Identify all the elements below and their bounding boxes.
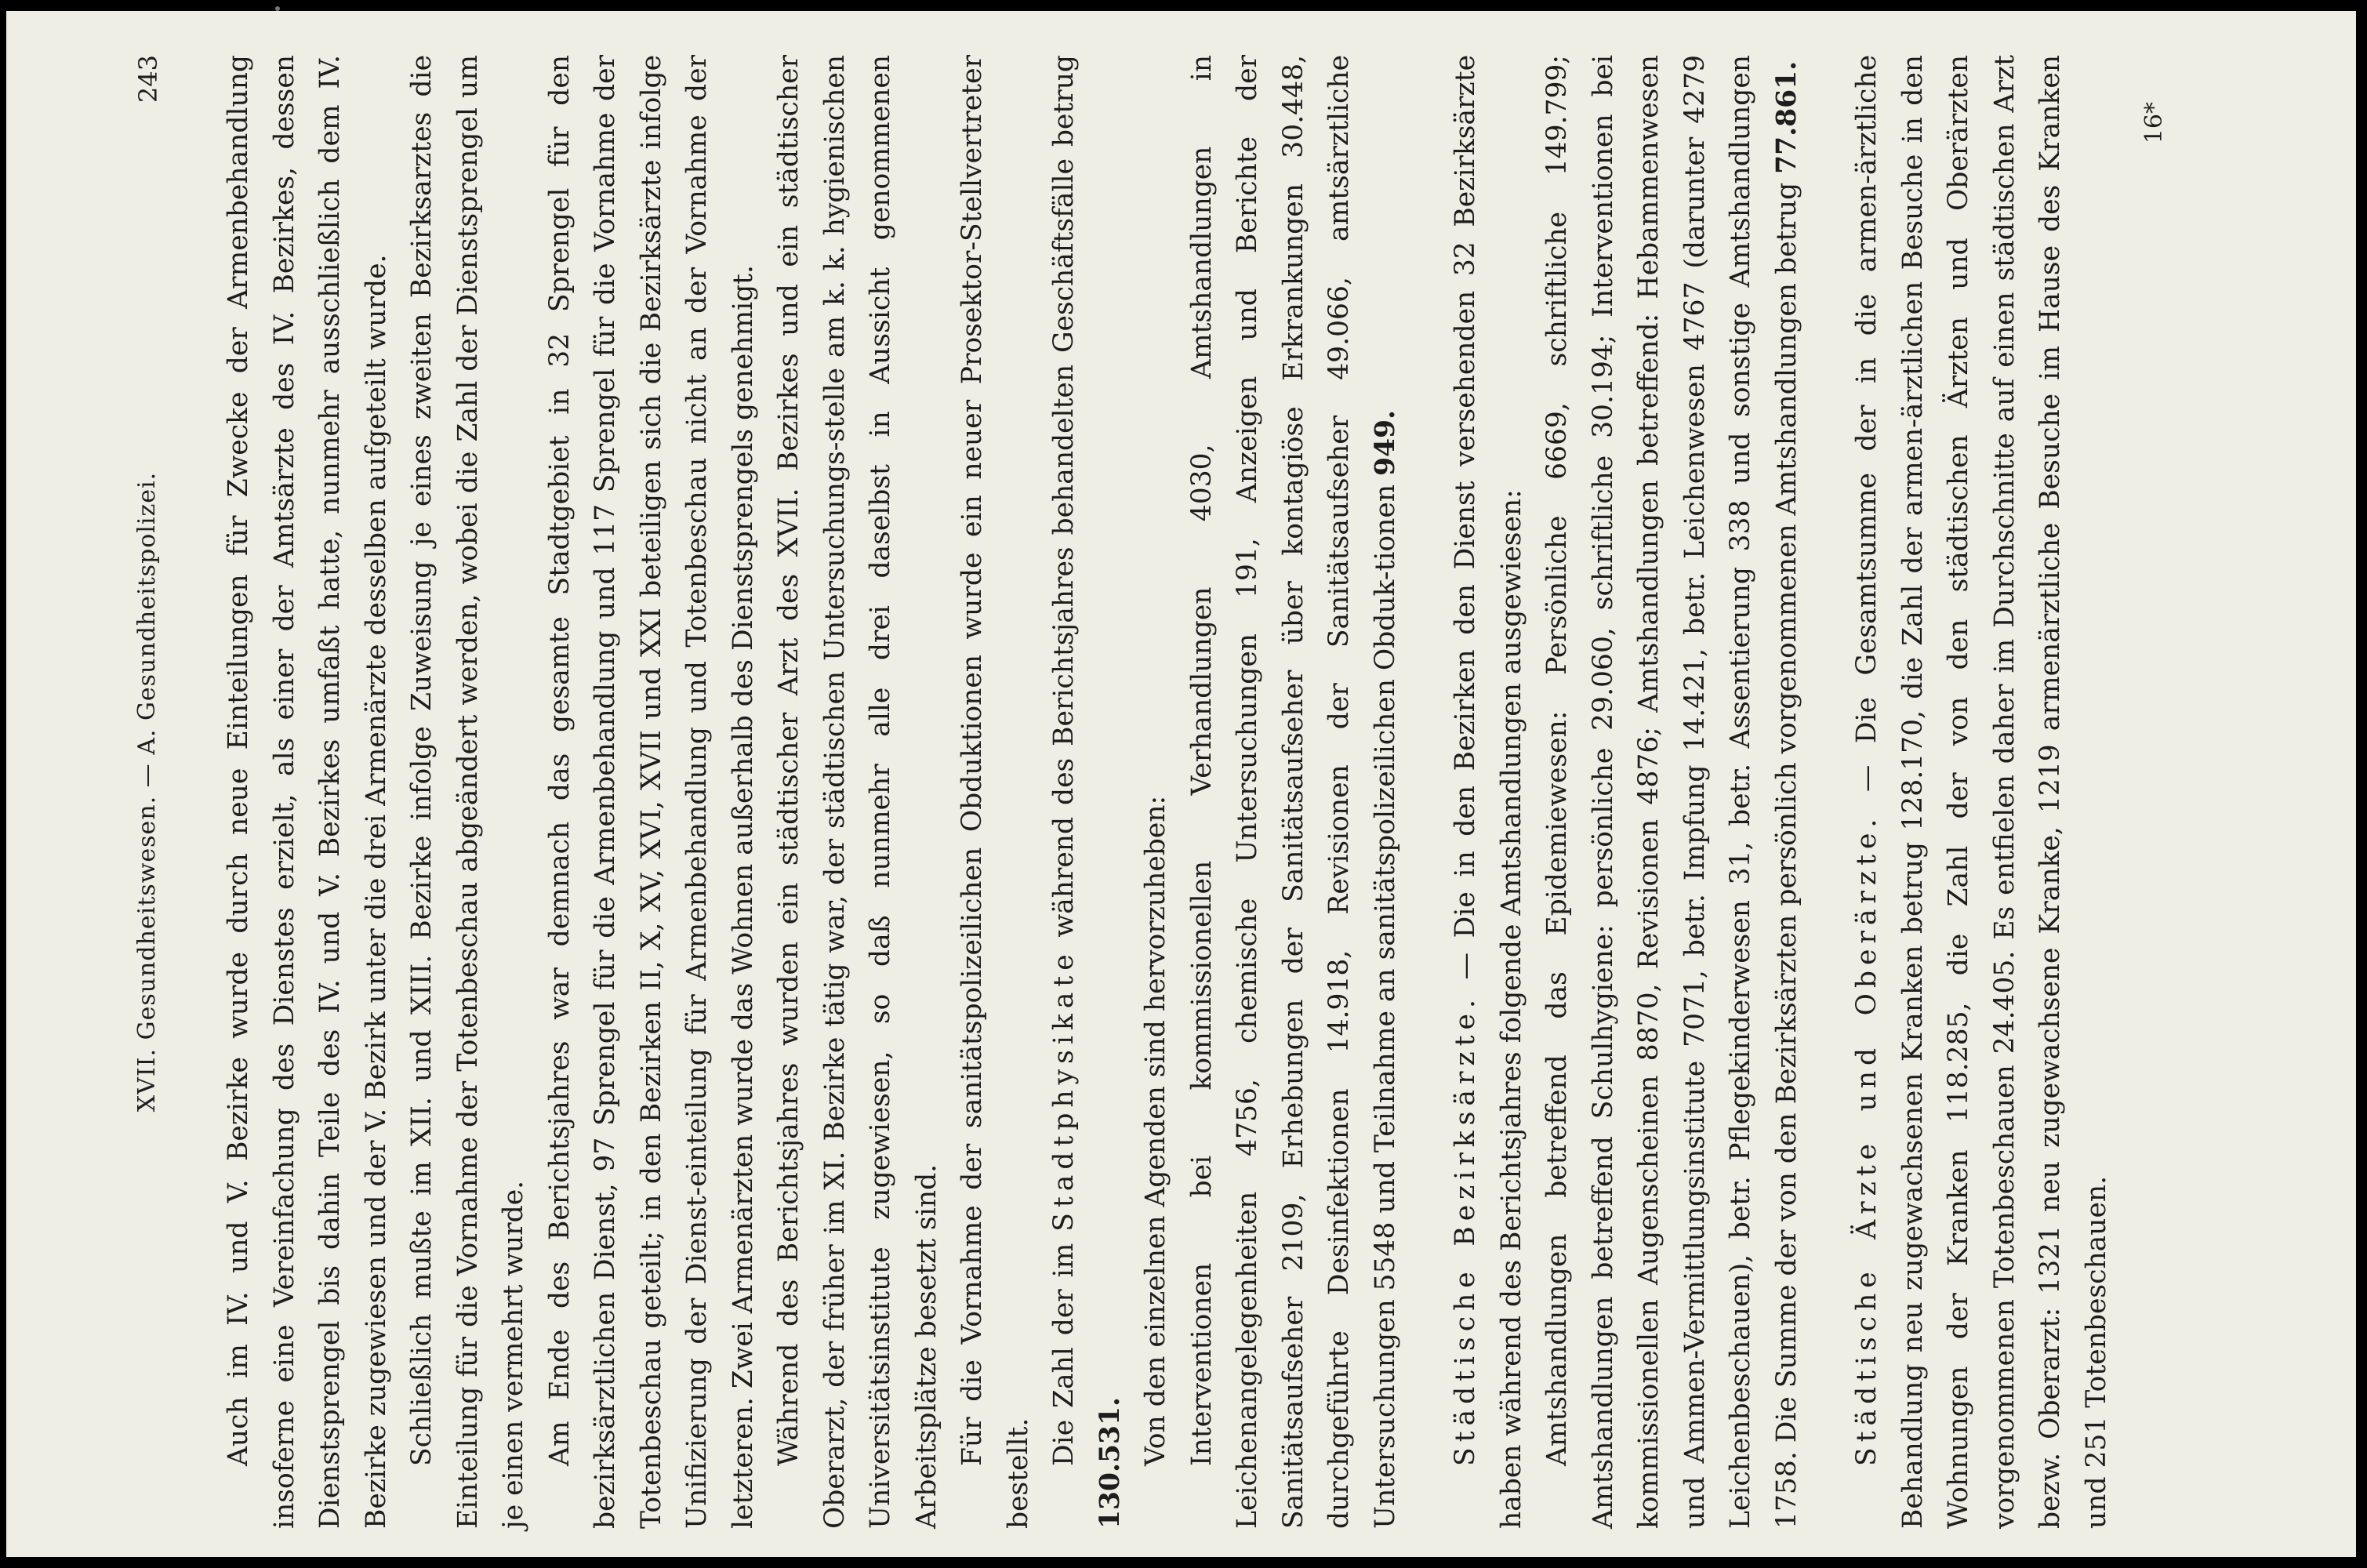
scan-border-left: [0, 0, 6, 1568]
paragraph-bezirksaerzte: [1443, 55, 1534, 1529]
paragraph-amtshandlungen: [1534, 55, 1810, 1529]
page-number: 243: [133, 55, 163, 103]
scan-border-bottom: [0, 1557, 2367, 1568]
paragraph-untersuchungsstelle: Während des Berichtsjahres wurden ein städtischer Arzt des XVII. Bezirkes und ein städtischer Oberarzt, der früher im XI. Bezirke tätig war, der städtischen Untersuchungs-stelle am k. k. hygienischen Universitätsinstitute zugewiesen, so daß nunmehr alle drei daselbst in Aussicht genommenen Arbeitsplätze besetzt sind.: [773, 55, 942, 1529]
paragraph-aerzte-oberaerzte: [1844, 55, 2119, 1529]
stadtphysikat-text: während des Berichtsjahres behandelten Geschäftsfälle betrug: [1048, 54, 1080, 938]
chapter-heading: XVII. Gesundheitswesen. — A. Gesundheitspolizei.: [133, 471, 161, 1112]
stadtphysikat-lead: Die Zahl der im: [1048, 1243, 1080, 1466]
paragraph-interventionen: [1179, 55, 1409, 1529]
document-body: [216, 55, 2119, 1529]
paragraph-agenden-intro: Von den einzelnen Agenden sind hervorzuheben:: [1140, 795, 1171, 1466]
geschaeftsfaelle-total: 130.531.: [1094, 1396, 1126, 1529]
bezirksaerzte-heading: Städtische Bezirksärzte.: [1450, 994, 1481, 1466]
dust-speck: [275, 6, 280, 11]
obduktionen-total: 949.: [1369, 409, 1401, 476]
amtshandlungen-total: 77.861.: [1770, 60, 1802, 174]
paragraph-bezirke-iv-v: Auch im IV. und V. Bezirke wurde durch neue Einteilungen für Zwecke der Armenbehandlung insoferne eine Vereinfachung des Dienstes erzielt, als einer der Amtsärzte des IV. Bezirkes, dessen Dienstsprengel bis dahin Teile des IV. und V. Bezirkes umfaßt hatte, nunmehr ausschließlich dem IV. Bezirke zugewiesen und der V. Bezirk unter die drei Armenärzte desselben aufgeteilt wurde.: [223, 55, 392, 1529]
rotated-document-page: [133, 55, 2250, 1529]
bezirksaerzte-text: — Die in den Bezirken den Dienst versehenden 32 Bezirksärzte haben während des Berichtsjahres folgende Amtshandlungen ausgewiesen:: [1450, 55, 1527, 1529]
paragraph-prosektor: Für die Vornahme der sanitätspolizeilichen Obduktionen wurde ein neuer Prosektor-Stellvertreter bestellt.: [957, 55, 1034, 1529]
running-header: [133, 55, 180, 1529]
stadtphysikat-heading: Stadtphysikate: [1048, 949, 1080, 1232]
scan-border-top: [0, 0, 2367, 11]
amtshandlungen-text: Amtshandlungen betreffend das Epidemiewesen: Persönliche 6669, schriftliche 149.799; Amtshandlungen betreffend Schulhygiene: persönliche 29.060, schriftliche 30.194; Interventionen bei kommissionellen Augenscheinen 8870, Revisionen 4876; Amtshandlungen betreffend: Hebammenwesen und Ammen-Vermittlungsinstitute 7071, betr. Impfung 14.421, betr. Leichenwesen 4767 (darunter 4279 Leichenbeschauen), betr. Pflegekinderwesen 31, betr. Assentierung 338 und sonstige Amtshandlungen 1758. Die Summe der von den Bezirksärzten persönlich vorgenommenen Amtshandlungen betrug: [1541, 55, 1802, 1529]
paragraph-bezirke-xii-xiii: Schließlich mußte im XII. und XIII. Bezirke infolge Zuweisung je eines zweiten Bezirksarztes die Einteilung für die Vornahme der Totenbeschau abgeändert werden, wobei die Zahl der Dienstsprengel um je einen vermehrt wurde.: [406, 55, 529, 1529]
scan-border-right: [2356, 0, 2367, 1568]
printer-signature-mark: 16*: [2140, 102, 2168, 144]
aerzte-oberaerzte-text: — Die Gesamtsumme der in die armen-ärztliche Behandlung neu zugewachsenen Kranken betrug 128.170, die Zahl der armen-ärztlichen Besuche in den Wohnungen der Kranken 118.285, die Zahl der von den städtischen Ärzten und Oberärzten vorgenommenen Totenbeschauen 24.405. Es entfielen daher im Durchschnitte auf einen städtischen Arzt bezw. Oberarzt: 1321 neu zugewachsene Kranke, 1219 armenärztliche Besuche im Hause des Kranken und 251 Totenbeschauen.: [1851, 55, 2112, 1529]
aerzte-oberaerzte-heading: Städtische Ärzte und Oberärzte.: [1851, 813, 1882, 1466]
paragraph-stadtgebiet-sprengel: Am Ende des Berichtsjahres war demnach das gesamte Stadtgebiet in 32 Sprengel für den bezirksärztlichen Dienst, 97 Sprengel für die Armenbehandlung und 117 Sprengel für die Vornahme der Totenbeschau geteilt; in den Bezirken II, X, XV, XVI, XVII und XXI beteiligen sich die Bezirksärzte infolge Unifizierung der Dienst-einteilung für Armenbehandlung und Totenbeschau nicht an der Vornahme der letzteren. Zwei Armenärzten wurde das Wohnen außerhalb des Dienstsprengels genehmigt.: [543, 55, 759, 1529]
paragraph-stadtphysikat: [1041, 55, 1133, 1529]
interventionen-text: Interventionen bei kommissionellen Verhandlungen 4030, Amtshandlungen in Leichenangelegenheiten 4756, chemische Untersuchungen 191, Anzeigen und Berichte der Sanitätsaufseher 2109, Erhebungen der Sanitätsaufseher über kontagiöse Erkrankungen 30.448, durchgeführte Desinfektionen 14.918, Revisionen der Sanitätsaufseher 49.066, amtsärztliche Untersuchungen 5548 und Teilnahme an sanitätspolizeilichen Obduk-tionen: [1185, 55, 1401, 1529]
